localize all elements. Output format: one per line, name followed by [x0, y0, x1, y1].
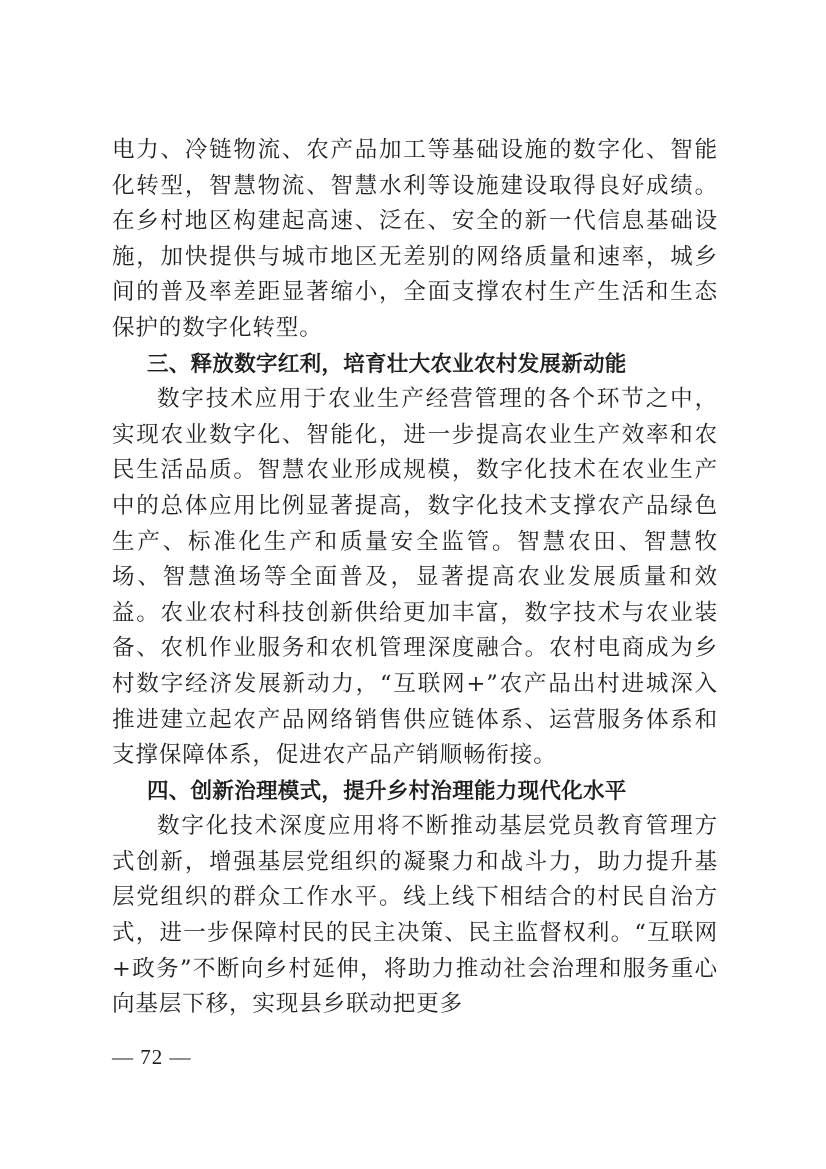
document-page — [112, 133, 718, 1023]
body-paragraph-3: 数字化技术深度应用将不断推动基层党员教育管理方式创新，增强基层党组织的凝聚力和战斗力，助力提升基层党组织的群众工作水平。线上线下相结合的村民自治方式，进一步保障村民的民主决策、民主监督权利。“互联网+政务”不断向乡村延伸，将助力推动社会治理和服务重心向基层下移，实现县乡联动把更多 — [112, 813, 718, 1018]
section-heading-4: 四、创新治理模式，提升乡村治理能力现代化水平 — [147, 778, 627, 804]
body-paragraph-1: 电力、冷链物流、农产品加工等基础设施的数字化、智能化转型，智慧物流、智慧水利等设施建设取得良好成绩。在乡村地区构建起高速、泛在、安全的新一代信息基础设施，加快提供与城市地区无差别的网络质量和速率，城乡间的普及率差距显著缩小，全面支撑农村生产生活和生态保护的数字化转型。 — [112, 137, 718, 341]
section-heading-3: 三、释放数字红利，培育壮大农业农村发展新动能 — [147, 351, 627, 377]
page-number: — 72 — — [112, 1045, 192, 1069]
body-paragraph-2: 数字技术应用于农业生产经营管理的各个环节之中，实现农业数字化、智能化，进一步提高农业生产效率和农民生活品质。智慧农业形成规模，数字化技术在农业生产中的总体应用比例显著提高，数字化技术支撑农产品绿色生产、标准化生产和质量安全监管。智慧农田、智慧牧场、智慧渔场等全面普及，显著提高农业发展质量和效益。农业农村科技创新供给更加丰富，数字技术与农业装备、农机作业服务和农机管理深度融合。农村电商成为乡村数字经济发展新动力，“互联网+”农产品出村进城深入推进建立起农产品网络销售供应链体系、运营服务体系和支撑保障体系，促进农产品产销顺畅衔接。 — [112, 386, 718, 769]
